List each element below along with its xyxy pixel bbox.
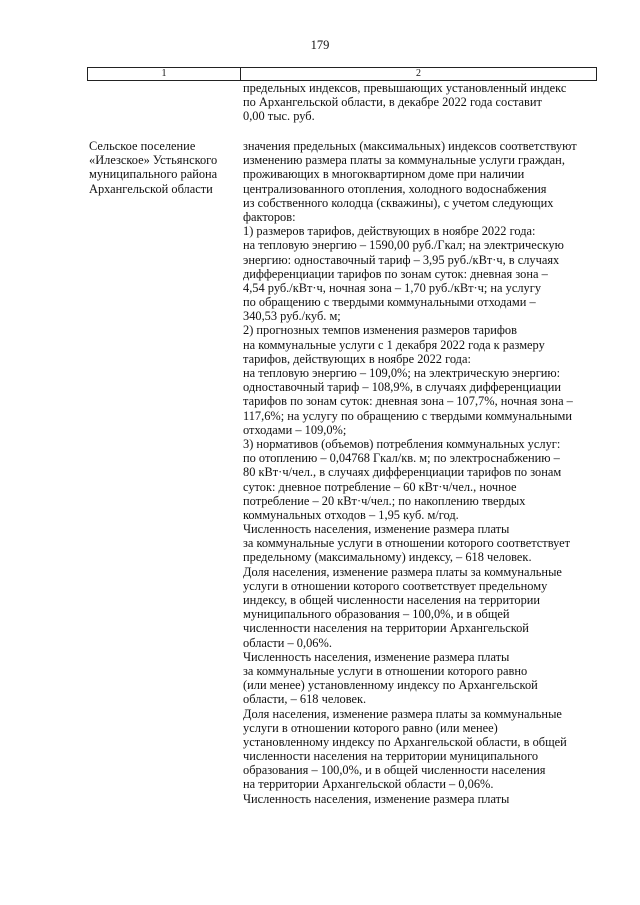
text-line: по Архангельской области, в декабре 2022 года составит [243,95,542,110]
text-line: из собственного колодца (скважины), с учетом следующих [243,195,554,210]
text-line: предельных индексов, превышающих установленный индекс [243,81,567,95]
text-line: отходами – 109,0%; [243,422,347,437]
text-line: 2) прогнозных темпов изменения размеров тарифов [243,323,517,338]
column-2-number: 2 [416,68,421,79]
text-line: изменению размера платы за коммунальные услуги граждан, [243,153,565,168]
text-line: 0,00 тыс. руб. [243,109,315,124]
text-line: 3) нормативов (объемов) потребления коммунальных услуг: [243,436,561,451]
text-line: одноставочный тариф – 108,9%, в случаях дифференциации [243,380,562,395]
text-line: тарифов по зонам суток: дневная зона – 107,7%, ночная зона – [243,394,573,409]
text-line: централизованного отопления, холодного водоснабжения [243,181,547,196]
text-line: потребление – 20 кВт·ч/чел.; по накоплению твердых [243,493,526,508]
text-line: численности населения на территории муниципального [243,749,539,764]
column-1-number: 1 [88,68,241,80]
text-line: области – 0,06%. [243,635,332,650]
text-line: на тепловую энергию – 109,0%; на электрическую энергию: [243,366,561,380]
text-line: Численность населения, изменение размера платы [243,791,510,806]
continuation-text [243,81,566,124]
text-line: Доля населения, изменение размера платы за коммунальные [243,706,562,721]
text-line: по отоплению – 0,04768 Гкал/кв. м; по электроснабжению – [243,451,560,466]
text-line: факторов: [243,209,296,224]
text-line: энергию: одноставочный тариф – 3,95 руб./кВт·ч, в случаях [243,252,560,267]
text-line: 1) размеров тарифов, действующих в ноябре 2022 года: [243,224,536,239]
text-line: Доля населения, изменение размера платы за коммунальные [243,564,562,579]
text-line: значения предельных (максимальных) индексов соответствуют [243,139,577,153]
text-line: «Илезское» Устьянского [89,153,218,168]
text-line: области, – 618 человек. [243,692,367,707]
page-number: 179 [310,38,330,52]
text-line: Численность населения, изменение размера платы [243,522,510,537]
text-line: за коммунальные услуги в отношении которого равно [243,663,528,678]
text-line: муниципального образования – 100,0%, и в общей [243,607,510,622]
text-line: индексу, в общей численности населения на территории [243,593,541,607]
text-line: дифференциации тарифов по зонам суток: дневная зона – [243,266,548,281]
table-column-header [87,67,597,81]
text-line: на территории Архангельской области – 0,06%. [243,777,494,792]
text-line: суток: дневное потребление – 60 кВт·ч/чел., ночное [243,479,517,494]
text-line: (или менее) установленному индексу по Архангельской [243,678,538,693]
text-line: 4,54 руб./кВт·ч, ночная зона – 1,70 руб./кВт·ч; на услугу [243,280,542,295]
text-line: по обращению с твердыми коммунальными отходами – [243,295,536,310]
text-line: тарифов, действующих в ноябре 2022 года: [243,351,471,366]
text-line: проживающих в многоквартирном доме при наличии [243,167,525,182]
text-line: Численность населения, изменение размера платы [243,649,510,664]
description-cell [243,139,577,806]
text-line: Архангельской области [89,181,213,196]
text-line: услуги в отношении которого равно (или менее) [243,720,498,735]
text-line: услуги в отношении которого соответствует предельному [243,578,548,593]
text-line: муниципального района [89,167,218,182]
text-line: Сельское поселение [89,139,196,153]
text-line: 340,53 руб./куб. м; [243,309,341,324]
text-line: образования – 100,0%, и в общей численности населения [243,763,546,778]
text-line: 80 кВт·ч/чел., в случаях дифференциации тарифов по зонам [243,465,562,480]
text-line: на коммунальные услуги с 1 декабря 2022 года к размеру [243,337,545,352]
text-line: за коммунальные услуги в отношении которого соответствует [243,536,571,551]
text-line: предельному (максимальному) индексу, – 618 человек. [243,550,532,565]
text-line: коммунальных отходов – 1,95 куб. м/год. [243,507,459,522]
text-line: установленному индексу по Архангельской области, в общей [243,734,567,749]
text-line: 117,6%; на услугу по обращению с твердыми коммунальными [243,408,572,423]
text-line: численности населения на территории Архангельской [243,621,529,636]
municipality-cell [89,139,217,196]
text-line: на тепловую энергию – 1590,00 руб./Гкал; на электрическую [243,238,564,253]
